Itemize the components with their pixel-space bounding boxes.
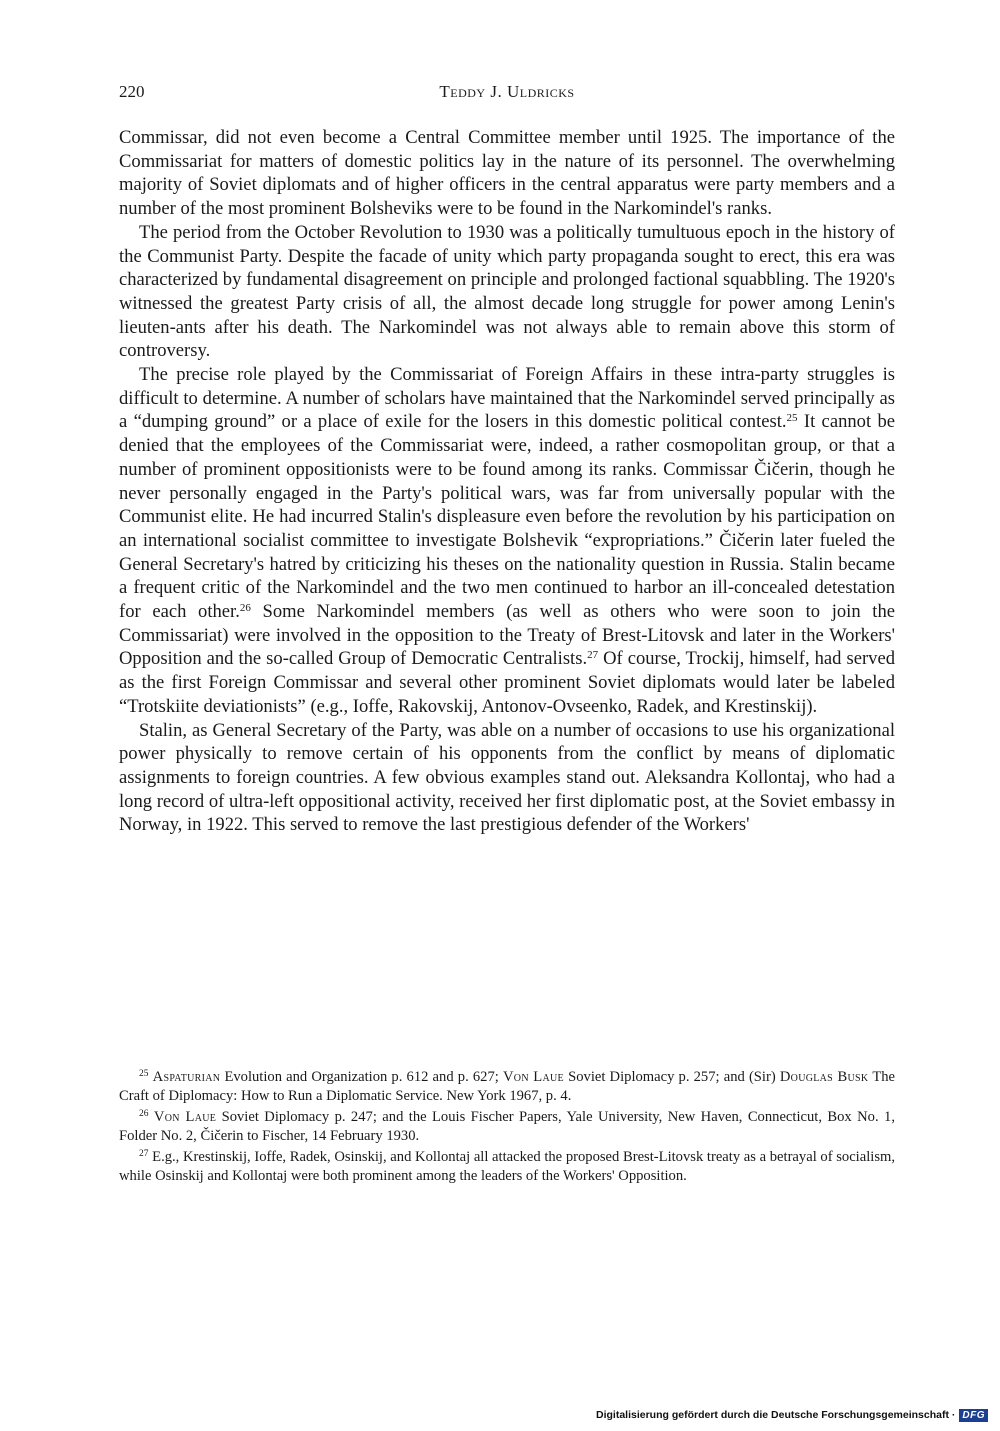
footnotes — [119, 1068, 895, 1189]
footnote-author: Aspaturian — [152, 1069, 221, 1085]
footnote-text: Soviet Diplomacy p. 257; and (Sir) — [563, 1069, 780, 1085]
digitization-credit — [596, 1407, 988, 1423]
footnote-text: Evolution and Organization p. 612 and p. 627; — [220, 1069, 503, 1085]
page-number: 220 — [119, 82, 145, 101]
paragraph: Stalin, as General Secretary of the Party, was able on a number of occasions to use his organizational power physically to remove certain of his opponents from the conflict by means of diplomatic assignments to foreign countries. A few obvious examples stand out. Aleksandra Kollontaj, who had a long record of ultra-left oppositional activity, received her first diplomatic post, at the Soviet embassy in Norway, in 1922. This served to remove the last prestigious defender of the Workers' — [119, 719, 895, 836]
paragraph — [119, 363, 895, 719]
footnote-ref[interactable]: 27 — [587, 649, 599, 662]
footnote-number: 25 — [139, 1069, 149, 1079]
footnote — [119, 1068, 895, 1105]
running-title: Teddy J. Uldricks — [439, 82, 575, 101]
footnote-text: E.g., Krestinskij, Ioffe, Radek, Osinskij, and Kollontaj all attacked the proposed Brest-Litovsk treaty as a betrayal of socialism, while Osinskij and Kollontaj were both prominent among the leaders of the Workers' Opposition. — [119, 1149, 895, 1184]
paragraph: Commissar, did not even become a Central Committee member until 1925. The importance of the Commissariat for matters of domestic politics lay in the nature of its personnel. The overwhelming majority of Soviet diplomats and of higher officers in the central apparatus were party members and a number of the most prominent Bolsheviks were to be found in the Narkomindel's ranks. — [119, 127, 895, 220]
paragraph: The period from the October Revolution to 1930 was a politically tumultuous epoch in the history of the Communist Party. Despite the facade of unity which party propaganda sought to erect, this era was characterized by fundamental disagreement on principle and prolonged factional squabbling. The 1920's witnessed the greatest Party crisis of all, the almost decade long struggle for power among Lenin's lieuten-ants after his death. The Narkomindel was not always able to remain above this storm of controversy. — [119, 221, 895, 362]
paragraph-text: It cannot be denied that the employees of the Commissariat were, indeed, a rather cosmopolitan group, or that a number of prominent oppositionists were to be found among its ranks. Commissar Čičerin, though he never personally engaged in the Party's political wars, was far from universally popular with the Communist elite. He had incurred Stalin's displeasure even before the revolution by his participation on an international socialist committee to investigate Bolshevik “expropriations.” Čičerin later fueled the General Secretary's hatred by criticizing his theses on the nationality question in Russia. Stalin became a frequent critic of the Narkomindel and the two men continued to harbor an ill-concealed detestation for each other. — [119, 411, 896, 623]
paragraph-text: The precise role played by the Commissariat of Foreign Affairs in these intra-party struggles is difficult to determine. A number of scholars have maintained that the Narkomindel served principally as a “dumping ground” or a place of exile for the losers in this domestic political contest. — [119, 364, 895, 433]
footnote-ref[interactable]: 25 — [786, 412, 798, 425]
footnote-ref[interactable]: 26 — [239, 602, 251, 615]
footnote-text: The Craft of Diplomacy: How to Run a Diplomatic Service. New York 1967, p. 4. — [119, 1069, 896, 1104]
dfg-logo-icon: DFG — [959, 1409, 988, 1422]
footnote-number: 26 — [139, 1109, 149, 1120]
footnote-text: Soviet Diplomacy p. 247; and the Louis Fischer Papers, Yale University, New Haven, Connecticut, Box No. 1, Folder No. 2, Čičerin to Fischer, 14 February 1930. — [119, 1109, 895, 1144]
footnote-number: 27 — [139, 1149, 149, 1160]
body-text — [119, 126, 895, 837]
running-head — [119, 80, 895, 104]
footnote — [119, 1148, 895, 1185]
footnote-author: Von Laue — [502, 1069, 564, 1085]
paragraph-text: Some Narkomindel members (as well as others who were soon to join the Commissariat) were involved in the opposition to the Treaty of Brest-Litovsk and later in the Workers' Opposition and the so-called Group of Democratic Centralists. — [119, 601, 896, 670]
credit-text: Digitalisierung gefördert durch die Deutsche Forschungsgemeinschaft · — [596, 1409, 956, 1421]
footnote — [119, 1108, 895, 1145]
footnote-author: Von Laue — [153, 1109, 217, 1126]
paragraph-text: Of course, Trockij, himself, had served as the first Foreign Commissar and several other prominent Soviet diplomats would later be labeled “Trotskiite deviationists” (e.g., Ioffe, Rakovskij, Antonov-Ovseenko, Radek, and Krestinskij). — [119, 648, 895, 717]
footnote-author: Douglas Busk — [779, 1069, 869, 1085]
